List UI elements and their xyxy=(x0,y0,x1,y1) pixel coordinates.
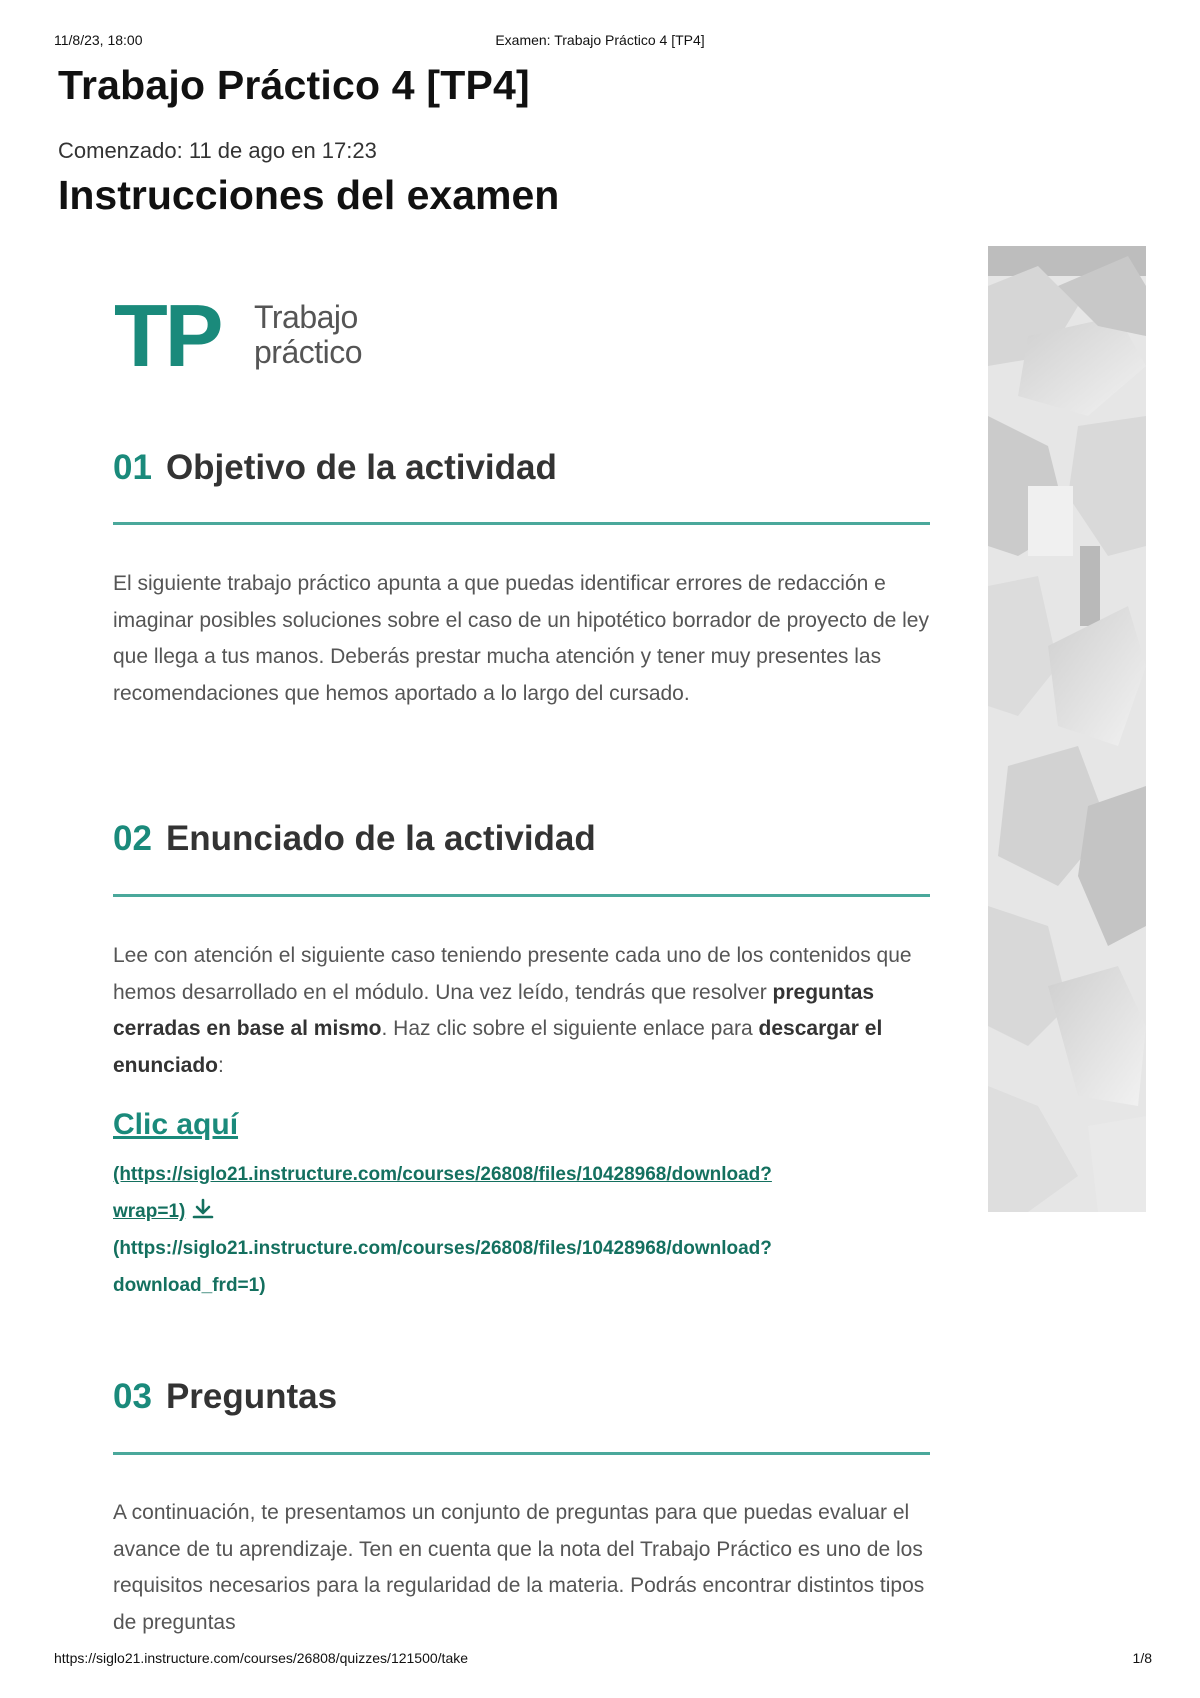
instructions-title: Instrucciones del examen xyxy=(58,172,560,218)
section-03-heading xyxy=(113,1377,337,1417)
text-span: Lee con atención el siguiente caso teniendo presente cada uno de los contenidos que hemos desarrollado en el módulo. Una vez leído, tendrás que resolver xyxy=(113,944,912,1004)
section-03-text: A continuación, te presentamos un conjunto de preguntas para que puedas evaluar el avance de tu aprendizaje. Ten en cuenta que la nota del Trabajo Práctico es uno de los requisitos necesarios para la regularidad de la materia. Podrás encontrar distintos tipos de preguntas xyxy=(113,1501,925,1634)
section-01-heading xyxy=(113,448,557,488)
section-divider xyxy=(113,1452,930,1455)
page-title: Trabajo Práctico 4 [TP4] xyxy=(58,62,530,108)
section-number: 02 xyxy=(113,819,152,858)
text-span: : xyxy=(218,1053,224,1077)
link-url-line[interactable]: (https://siglo21.instructure.com/courses/26808/files/10428968/download? xyxy=(113,1164,772,1185)
decorative-pattern xyxy=(988,246,1146,1212)
started-timestamp: Comenzado: 11 de ago en 17:23 xyxy=(58,138,377,163)
link-url-line[interactable]: (https://siglo21.instructure.com/courses/26808/files/10428968/download? xyxy=(113,1238,772,1259)
print-datetime: 11/8/23, 18:00 xyxy=(54,32,143,48)
tp-logo-mark: TP xyxy=(114,286,221,385)
link-url-line[interactable]: download_frd=1) xyxy=(113,1275,266,1296)
download-link-url-1[interactable] xyxy=(113,1156,913,1234)
bold-text: descargar el enunciado xyxy=(113,1017,883,1077)
link-url-line[interactable]: wrap=1) xyxy=(113,1201,186,1222)
section-number: 01 xyxy=(113,448,152,487)
section-title: Objetivo de la actividad xyxy=(165,448,557,487)
decorative-architecture-image xyxy=(988,246,1146,1212)
section-02-heading xyxy=(113,819,596,859)
download-icon[interactable] xyxy=(191,1197,215,1234)
download-link-url-2[interactable] xyxy=(113,1230,913,1304)
print-page-number: 1/8 xyxy=(1132,1650,1152,1666)
tp-logo-line1: Trabajo xyxy=(254,299,358,335)
section-title: Enunciado de la actividad xyxy=(165,819,596,858)
section-01-text: El siguiente trabajo práctico apunta a que puedas identificar errores de redacción e imaginar posibles soluciones sobre el caso de un hipotético borrador de proyecto de ley que llega a tus manos. Deberás prestar mucha atención y tener muy presentes las recomendaciones que hemos aportado a lo largo del cursado. xyxy=(113,572,929,705)
section-number: 03 xyxy=(113,1377,152,1416)
tp-logo-text xyxy=(254,300,362,370)
section-02-text xyxy=(113,938,933,1084)
print-footer xyxy=(0,1650,1200,1670)
section-divider xyxy=(113,894,930,897)
print-url: https://siglo21.instructure.com/courses/26808/quizzes/121500/take xyxy=(54,1650,469,1666)
text-span: . Haz clic sobre el siguiente enlace para xyxy=(381,1017,759,1040)
bold-text: preguntas cerradas en base al mismo xyxy=(113,980,875,1040)
section-title: Preguntas xyxy=(165,1377,338,1416)
section-divider xyxy=(113,522,930,525)
print-header xyxy=(0,32,1200,52)
tp-logo-line2: práctico xyxy=(254,334,363,370)
print-doc-title: Examen: Trabajo Práctico 4 [TP4] xyxy=(495,32,705,48)
download-link-label[interactable]: Clic aquí xyxy=(113,1108,239,1141)
